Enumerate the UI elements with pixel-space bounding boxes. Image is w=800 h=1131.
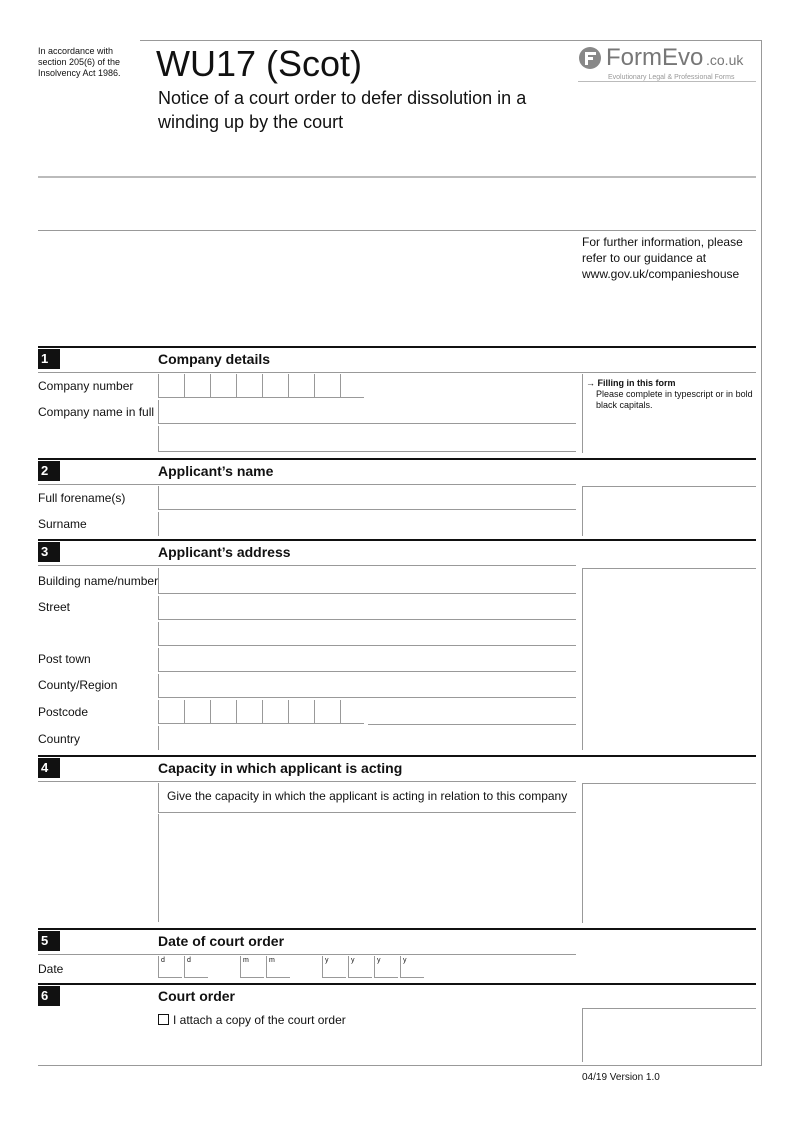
arrow-right-icon: →: [586, 378, 595, 388]
page-right-border: [761, 40, 762, 1065]
date-day-cell[interactable]: d: [184, 956, 208, 978]
section-4-note-box: [582, 783, 756, 923]
company-number-cell[interactable]: [236, 374, 262, 398]
form-version: 04/19 Version 1.0: [582, 1072, 660, 1083]
company-number-cell[interactable]: [262, 374, 288, 398]
capacity-instruction-box: [158, 783, 576, 813]
guidance-body: Please complete in typescript or in bold black capitals.: [596, 389, 753, 410]
date-year-cell[interactable]: y: [348, 956, 372, 978]
forename-label: Full forename(s): [38, 491, 126, 505]
postcode-cell[interactable]: [236, 700, 262, 724]
company-number-label: Company number: [38, 379, 134, 393]
date-month-cell[interactable]: m: [240, 956, 264, 978]
date-year-cell[interactable]: y: [400, 956, 424, 978]
date-month-cell[interactable]: m: [266, 956, 290, 978]
company-name-field-line-1[interactable]: [158, 400, 576, 424]
guidance-box: [586, 378, 754, 411]
section-4-number: 4: [38, 758, 60, 778]
section-6-number: 6: [38, 986, 60, 1006]
company-number-cell[interactable]: [288, 374, 314, 398]
section-4-rule: [38, 755, 756, 757]
surname-label: Surname: [38, 517, 87, 531]
postcode-cell[interactable]: [158, 700, 184, 724]
section-3-subrule: [38, 565, 576, 566]
postcode-cell[interactable]: [340, 700, 364, 724]
postcode-label: Postcode: [38, 705, 89, 719]
section-2-title: Applicant’s name: [158, 463, 274, 479]
header-divider-2: [38, 230, 756, 231]
company-number-cell[interactable]: [158, 374, 184, 398]
county-label: County/Region: [38, 678, 118, 692]
company-number-field[interactable]: [158, 374, 368, 398]
section-5-rule: [38, 928, 756, 930]
form-code: WU17 (Scot): [156, 43, 363, 84]
section-4-title: Capacity in which applicant is acting: [158, 760, 403, 776]
form-title: Notice of a court order to defer dissolution in a winding up by the court: [158, 88, 527, 132]
page-top-border: [140, 40, 762, 41]
section-2-number: 2: [38, 461, 60, 481]
street-field-line-1[interactable]: [158, 596, 576, 620]
date-field[interactable]: [158, 956, 428, 980]
further-info: For further information, please refer to our guidance at www.gov.uk/companieshouse: [582, 235, 743, 281]
section-3-note-box: [582, 568, 756, 750]
court-order-checkbox[interactable]: [158, 1014, 169, 1025]
section-3-rule: [38, 539, 756, 541]
building-field[interactable]: [158, 568, 576, 594]
formevo-logo-icon: [578, 46, 602, 70]
section-2-subrule: [38, 484, 576, 485]
post-town-field[interactable]: [158, 648, 576, 672]
header-divider-1: [38, 176, 756, 178]
postcode-cell[interactable]: [262, 700, 288, 724]
date-year-cell[interactable]: y: [374, 956, 398, 978]
postcode-cell[interactable]: [314, 700, 340, 724]
guidance-title: Filling in this form: [597, 378, 676, 388]
section-6-title: Court order: [158, 988, 235, 1004]
legal-reference: In accordance with section 205(6) of the Insolvency Act 1986.: [38, 46, 121, 78]
county-field[interactable]: [158, 674, 576, 698]
postcode-cell[interactable]: [210, 700, 236, 724]
date-label: Date: [38, 962, 64, 976]
postcode-cell[interactable]: [288, 700, 314, 724]
guidance-box-border: [582, 374, 583, 453]
date-day-cell[interactable]: d: [158, 956, 182, 978]
company-name-label: Company name in full: [38, 405, 155, 419]
country-field[interactable]: [158, 726, 576, 750]
capacity-field[interactable]: [158, 814, 576, 922]
building-label: Building name/number: [38, 574, 159, 588]
logo-underline: [578, 81, 756, 82]
company-number-cell[interactable]: [210, 374, 236, 398]
company-name-field-line-2[interactable]: [158, 426, 576, 452]
company-number-cell[interactable]: [184, 374, 210, 398]
section-1-rule: [38, 346, 756, 348]
section-5-subrule: [38, 954, 576, 955]
court-order-checkbox-label: I attach a copy of the court order: [173, 1013, 346, 1027]
section-5-title: Date of court order: [158, 933, 285, 949]
court-order-checkbox-row[interactable]: [158, 1013, 346, 1027]
country-label: Country: [38, 732, 81, 746]
capacity-instruction: Give the capacity in which the applicant is acting in relation to this company: [167, 789, 568, 803]
section-4-subrule: [38, 781, 576, 782]
section-2-rule: [38, 458, 756, 460]
company-number-cell[interactable]: [314, 374, 340, 398]
brand-tagline: Evolutionary Legal & Professional Forms: [608, 74, 735, 81]
surname-field[interactable]: [158, 512, 576, 536]
street-field-line-2[interactable]: [158, 622, 576, 646]
street-label: Street: [38, 600, 71, 614]
section-3-number: 3: [38, 542, 60, 562]
footer-rule: [38, 1065, 762, 1066]
postcode-cell[interactable]: [184, 700, 210, 724]
postcode-row-rule: [368, 724, 576, 725]
section-6-rule: [38, 983, 756, 985]
postcode-field[interactable]: [158, 700, 368, 724]
section-1-number: 1: [38, 349, 60, 369]
section-3-title: Applicant’s address: [158, 544, 291, 560]
post-town-label: Post town: [38, 652, 91, 666]
forename-field[interactable]: [158, 486, 576, 510]
company-number-cell[interactable]: [340, 374, 364, 398]
section-5-number: 5: [38, 931, 60, 951]
section-6-note-box: [582, 1008, 756, 1062]
section-1-subrule: [38, 372, 756, 373]
section-2-note-box: [582, 486, 756, 536]
section-1-title: Company details: [158, 351, 271, 367]
date-year-cell[interactable]: y: [322, 956, 346, 978]
brand-domain: .co.uk: [706, 52, 744, 68]
formevo-logo: [578, 44, 758, 84]
brand-name: FormEvo: [606, 44, 704, 71]
